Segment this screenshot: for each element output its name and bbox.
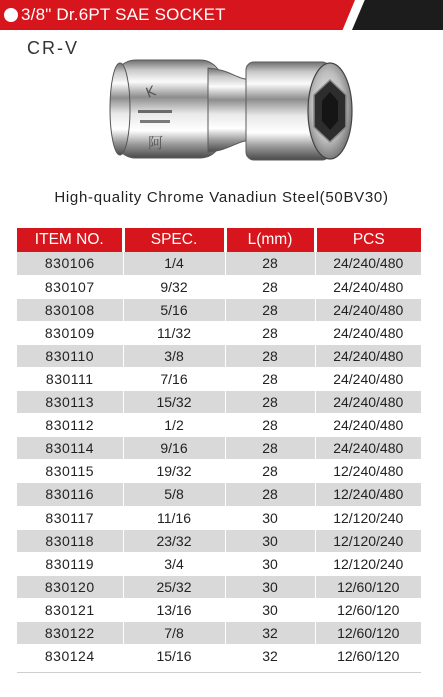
banner-dark-section [352, 0, 443, 30]
table-row [17, 321, 421, 344]
table-row [17, 460, 421, 483]
cell-pcs: 12/120/240 [315, 529, 421, 552]
cell-pcs: 24/240/480 [315, 367, 421, 390]
cell-spec: 7/16 [123, 367, 225, 390]
cell-spec: 15/32 [123, 391, 225, 414]
cell-length: 28 [225, 252, 315, 275]
cell-item-no: 830121 [17, 598, 123, 621]
table-row [17, 483, 421, 506]
cell-item-no: 830119 [17, 552, 123, 575]
table-row [17, 252, 421, 275]
table-row [17, 367, 421, 390]
cell-pcs: 24/240/480 [315, 344, 421, 367]
cell-item-no: 830106 [17, 252, 123, 275]
cell-length: 28 [225, 344, 315, 367]
cell-pcs: 12/120/240 [315, 506, 421, 529]
cell-pcs: 12/60/120 [315, 598, 421, 621]
cell-length: 30 [225, 506, 315, 529]
cell-item-no: 830117 [17, 506, 123, 529]
table-row [17, 598, 421, 621]
cell-item-no: 830116 [17, 483, 123, 506]
material-label: CR-V [27, 38, 79, 58]
cell-length: 30 [225, 529, 315, 552]
cell-pcs: 12/120/240 [315, 552, 421, 575]
cell-spec: 9/16 [123, 437, 225, 460]
table-row [17, 506, 421, 529]
cell-item-no: 830112 [17, 414, 123, 437]
cell-pcs: 24/240/480 [315, 275, 421, 298]
cell-length: 28 [225, 483, 315, 506]
cell-pcs: 24/240/480 [315, 391, 421, 414]
cell-item-no: 830113 [17, 391, 123, 414]
cell-length: 32 [225, 645, 315, 668]
table-row [17, 275, 421, 298]
cell-length: 30 [225, 575, 315, 598]
cell-item-no: 830120 [17, 575, 123, 598]
cell-item-no: 830115 [17, 460, 123, 483]
cell-pcs: 24/240/480 [315, 252, 421, 275]
cell-pcs: 12/60/120 [315, 622, 421, 645]
cell-item-no: 830109 [17, 321, 123, 344]
cell-item-no: 830122 [17, 622, 123, 645]
cell-length: 28 [225, 460, 315, 483]
title-banner [0, 0, 443, 30]
cell-spec: 23/32 [123, 529, 225, 552]
cell-spec: 1/4 [123, 252, 225, 275]
column-header-length: L(mm) [225, 228, 315, 252]
cell-spec: 7/8 [123, 622, 225, 645]
cell-pcs: 24/240/480 [315, 321, 421, 344]
cell-length: 30 [225, 552, 315, 575]
chrome-socket-image [108, 40, 354, 174]
cell-length: 28 [225, 367, 315, 390]
spec-table [17, 228, 421, 668]
cell-item-no: 830111 [17, 367, 123, 390]
cell-pcs: 24/240/480 [315, 414, 421, 437]
cell-item-no: 830108 [17, 298, 123, 321]
cell-pcs: 12/240/480 [315, 460, 421, 483]
cell-item-no: 830107 [17, 275, 123, 298]
cell-spec: 25/32 [123, 575, 225, 598]
cell-length: 28 [225, 414, 315, 437]
cell-pcs: 24/240/480 [315, 298, 421, 321]
cell-spec: 9/32 [123, 275, 225, 298]
cell-pcs: 12/60/120 [315, 575, 421, 598]
table-row [17, 575, 421, 598]
cell-length: 28 [225, 321, 315, 344]
table-row [17, 552, 421, 575]
column-header-pcs: PCS [315, 228, 421, 252]
cell-length: 30 [225, 598, 315, 621]
table-bottom-rule [17, 672, 421, 673]
cell-item-no: 830124 [17, 645, 123, 668]
table-row [17, 645, 421, 668]
column-header-item-no: ITEM NO. [17, 228, 123, 252]
cell-item-no: 830110 [17, 344, 123, 367]
cell-spec: 3/8 [123, 344, 225, 367]
cell-spec: 5/16 [123, 298, 225, 321]
svg-text:阿: 阿 [148, 134, 164, 152]
table-row [17, 298, 421, 321]
cell-length: 32 [225, 622, 315, 645]
cell-item-no: 830114 [17, 437, 123, 460]
material-description: High-quality Chrome Vanadiun Steel(50BV30) [54, 189, 389, 206]
column-header-spec: SPEC. [123, 228, 225, 252]
cell-length: 28 [225, 275, 315, 298]
cell-length: 28 [225, 437, 315, 460]
cell-length: 28 [225, 391, 315, 414]
cell-pcs: 12/240/480 [315, 483, 421, 506]
cell-spec: 13/16 [123, 598, 225, 621]
cell-spec: 11/32 [123, 321, 225, 344]
cell-pcs: 12/60/120 [315, 645, 421, 668]
table-row [17, 622, 421, 645]
svg-text:K: K [143, 83, 159, 102]
cell-pcs: 24/240/480 [315, 437, 421, 460]
table-row [17, 437, 421, 460]
cell-spec: 1/2 [123, 414, 225, 437]
cell-item-no: 830118 [17, 529, 123, 552]
cell-spec: 15/16 [123, 645, 225, 668]
table-row [17, 414, 421, 437]
cell-length: 28 [225, 298, 315, 321]
bullet-icon [4, 8, 18, 22]
cell-spec: 5/8 [123, 483, 225, 506]
table-row [17, 344, 421, 367]
cell-spec: 19/32 [123, 460, 225, 483]
table-row [17, 391, 421, 414]
table-row [17, 529, 421, 552]
cell-spec: 11/16 [123, 506, 225, 529]
cell-spec: 3/4 [123, 552, 225, 575]
table-header-row [17, 228, 421, 252]
page-title: 3/8" Dr.6PT SAE SOCKET [21, 5, 226, 24]
